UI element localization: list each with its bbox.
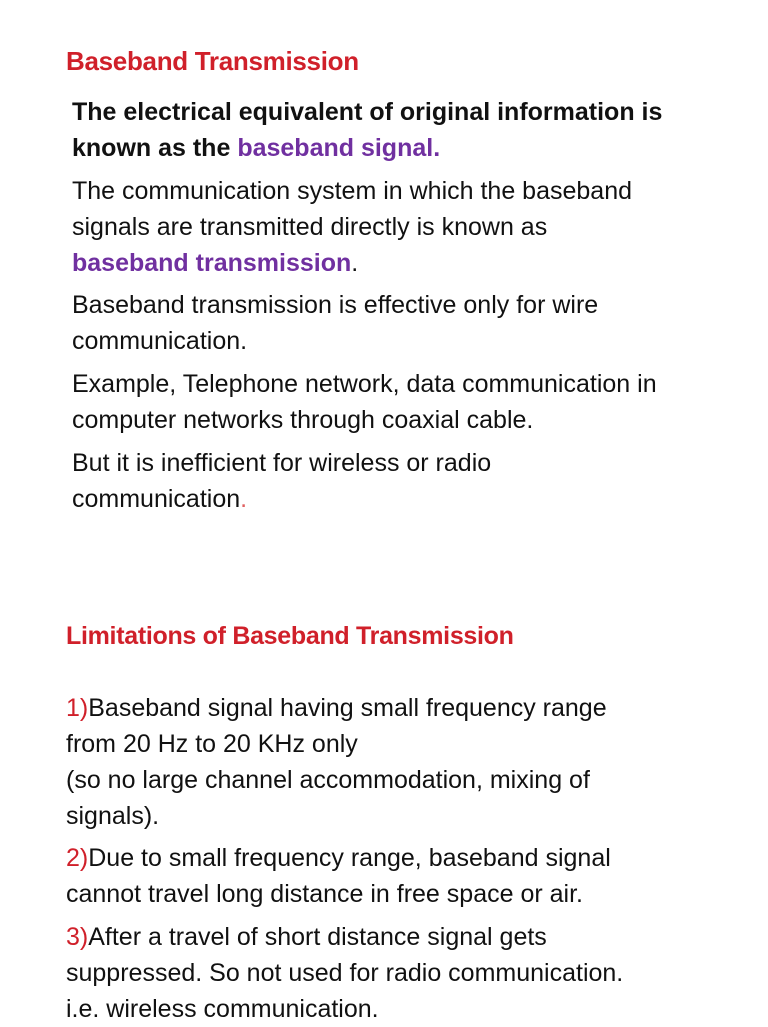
definition-text: The electrical equivalent of original information is known as the xyxy=(72,98,663,162)
system-text: The communication system in which the baseband signals are transmitted directly is known as xyxy=(72,177,633,241)
limitation-number: 2) xyxy=(66,844,89,872)
limitation-text: Due to small frequency range, baseband signal cannot travel long distance in free space or air. xyxy=(66,844,611,908)
limitation-item-2 xyxy=(66,840,611,912)
baseband-transmission-term: baseband transmission xyxy=(72,249,352,277)
section-title-limitations: Limitations of Baseband Transmission xyxy=(66,622,514,650)
wire-paragraph: Baseband transmission is effective only for wire communication. xyxy=(72,291,599,355)
limitation-text: Baseband signal having small frequency range from 20 Hz to 20 KHz only (so no large channel accommodation, mixing of signals). xyxy=(66,694,607,830)
limitation-item-3 xyxy=(66,919,623,1027)
inefficient-paragraph xyxy=(72,445,491,517)
inefficient-period: . xyxy=(240,485,248,513)
definition-paragraph xyxy=(72,94,662,166)
system-paragraph xyxy=(72,173,632,281)
baseband-signal-term: baseband signal. xyxy=(237,134,441,162)
limitation-text: After a travel of short distance signal gets suppressed. So not used for radio communication. i.e. wireless communication. xyxy=(66,923,624,1023)
system-period: . xyxy=(351,249,359,277)
limitation-item-1 xyxy=(66,690,607,834)
section-title-baseband-transmission: Baseband Transmission xyxy=(66,46,359,76)
example-paragraph: Example, Telephone network, data communication in computer networks through coaxial cable. xyxy=(72,370,657,434)
limitation-number: 3) xyxy=(66,923,89,951)
limitation-number: 1) xyxy=(66,694,89,722)
inefficient-text: But it is inefficient for wireless or radio communication xyxy=(72,449,492,513)
